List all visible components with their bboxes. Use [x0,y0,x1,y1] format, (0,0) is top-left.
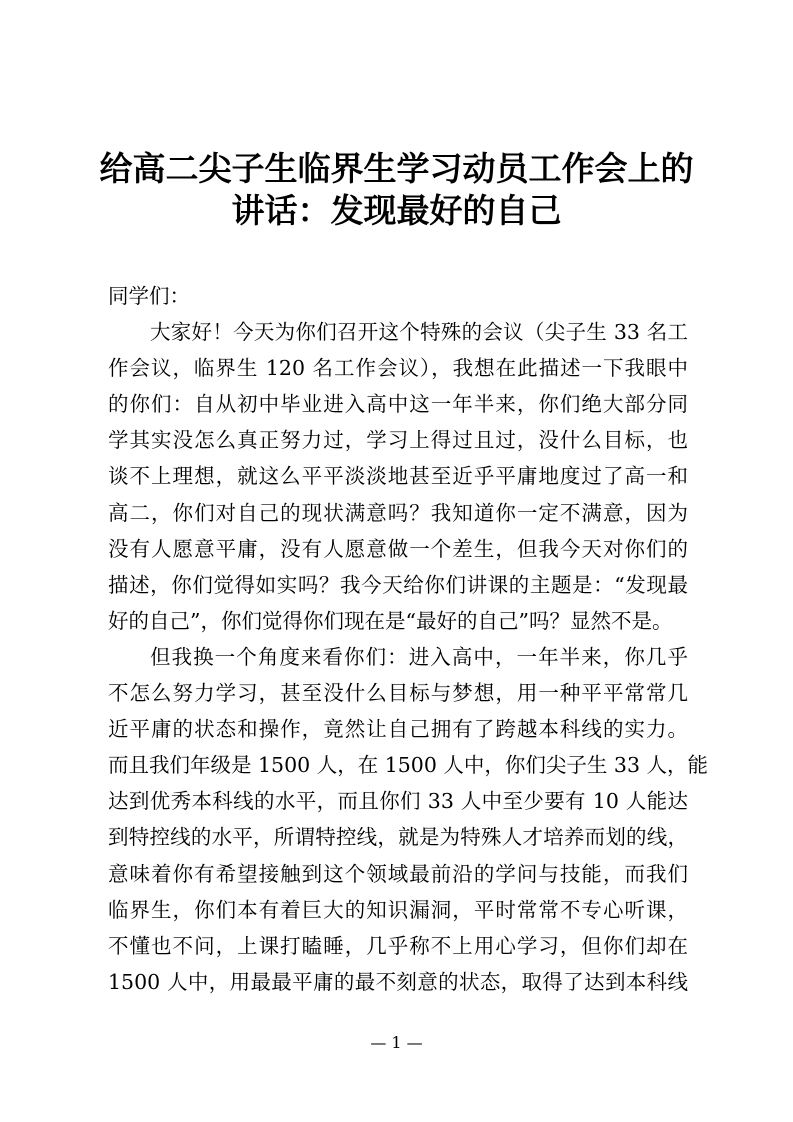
body-line: 近平庸的状态和操作，竟然让自己拥有了跨越本科线的实力。 [108,717,688,742]
salutation: 同学们： [108,284,190,308]
body-line: 达到优秀本科线的水平，而且你们 33 人中至少要有 10 人能达 [108,789,688,814]
body-line: 1500 人中，用最最平庸的最不刻意的状态，取得了达到本科线 [108,969,688,994]
body-line: 好的自己”，你们觉得你们现在是“最好的自己”吗？显然不是。 [108,608,673,633]
body-line: 不懂也不问，上课打瞌睡，几乎称不上用心学习，但你们却在 [108,933,688,958]
page-number: — 1 — [370,1033,423,1052]
body-line: 但我换一个角度来看你们：进入高中，一年半来，你几乎 [150,644,688,669]
body-line: 的你们：自从初中毕业进入高中这一年半来，你们绝大部分同 [108,392,688,417]
body-line: 作会议，临界生 120 名工作会议），我想在此描述一下我眼中 [108,356,688,381]
body-line: 而且我们年级是 1500 人，在 1500 人中，你们尖子生 33 人，能 [108,753,709,778]
body-line: 学其实没怎么真正努力过，学习上得过且过，没什么目标，也 [108,428,688,453]
body-line: 谈不上理想，就这么平平淡淡地甚至近乎平庸地度过了高一和 [108,464,688,489]
body-line: 大家好！今天为你们召开这个特殊的会议（尖子生 33 名工 [150,320,688,344]
document-title-line-2: 讲话：发现最好的自己 [231,191,562,230]
body-line: 没有人愿意平庸，没有人愿意做一个差生，但我今天对你们的 [108,536,688,561]
document-title-line-1: 给高二尖子生临界生学习动员工作会上的 [99,149,694,188]
body-line: 到特控线的水平，所谓特控线，就是为特殊人才培养而划的线， [108,825,688,850]
body-line: 意味着你有希望接触到这个领域最前沿的学问与技能，而我们 [108,861,688,886]
body-line: 描述，你们觉得如实吗？我今天给你们讲课的主题是：“发现最 [108,572,688,597]
body-line: 临界生，你们本有着巨大的知识漏洞，平时常常不专心听课， [108,897,688,922]
body-line: 不怎么努力学习，甚至没什么目标与梦想，用一种平平常常几 [108,681,688,705]
body-line: 高二，你们对自己的现状满意吗？我知道你一定不满意，因为 [108,500,688,525]
